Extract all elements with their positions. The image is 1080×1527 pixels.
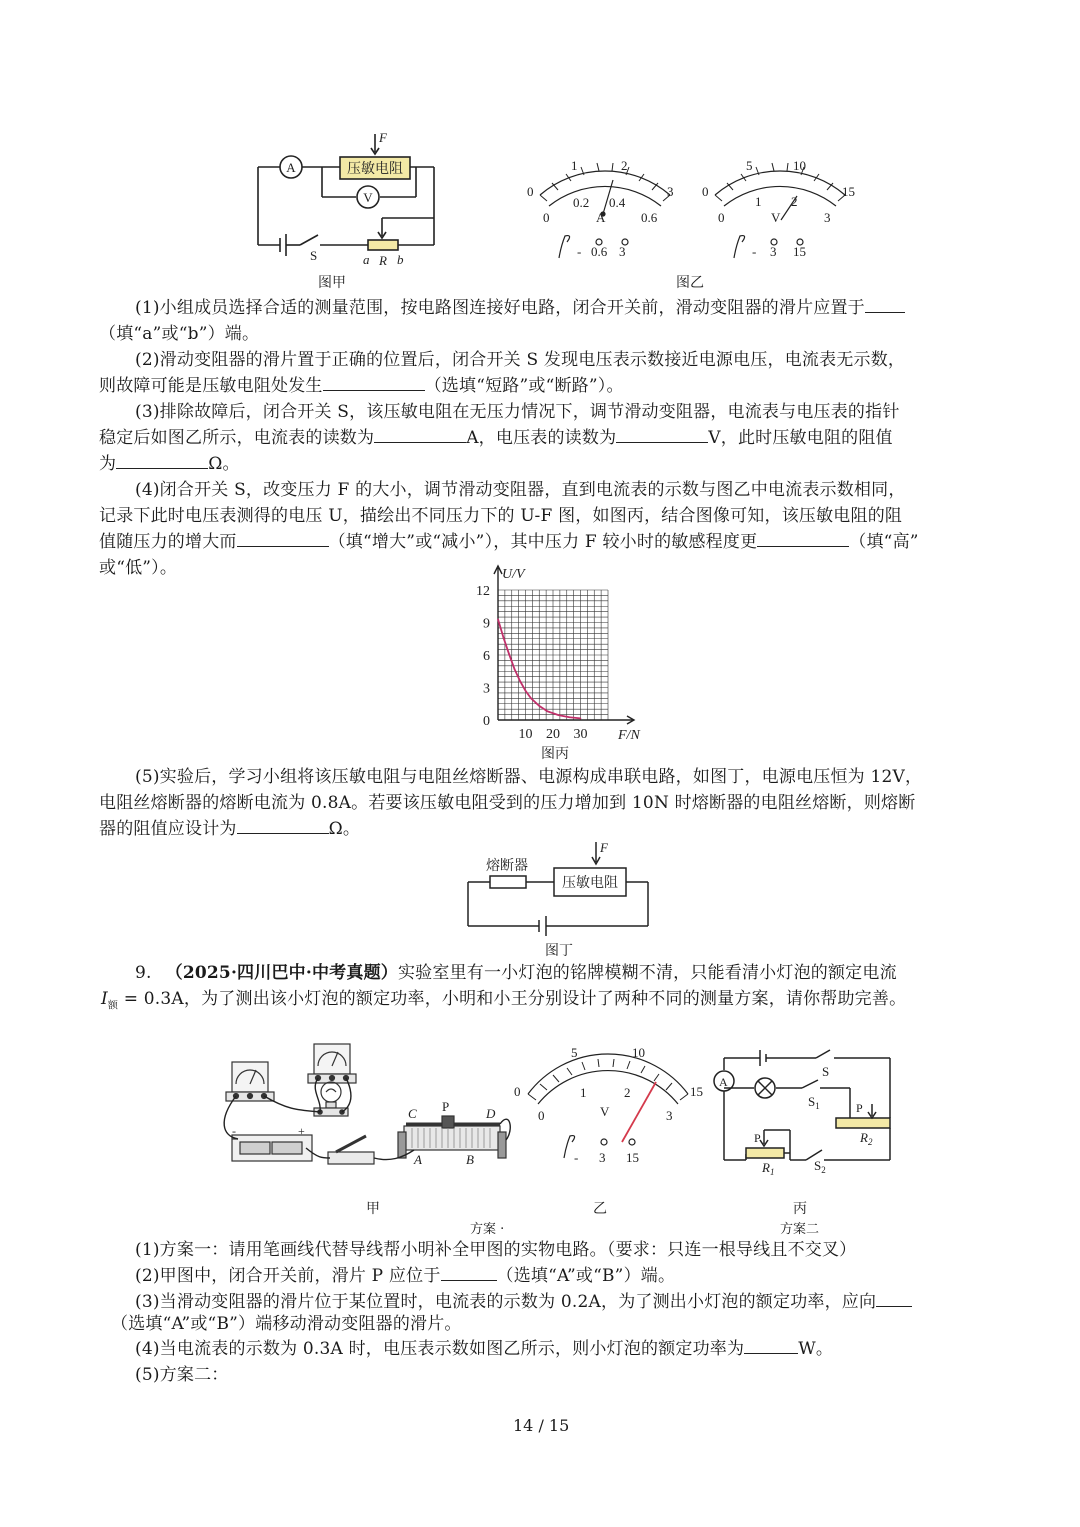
switch-device	[328, 1136, 374, 1164]
a-symbol: A	[596, 210, 606, 225]
x-tick-label: 20	[546, 727, 560, 742]
answer-blank[interactable]	[441, 1264, 497, 1281]
v2-bot-tick-0: 0	[538, 1108, 545, 1123]
data-point	[503, 637, 505, 639]
a-top-tick-1: 1	[571, 158, 578, 173]
q9-s1: (1)方案一：请用笔画线代替导线帮小明补全甲图的实物电路。（要求：只连一根导线且不交叉）	[135, 1240, 857, 1260]
data-point	[530, 698, 532, 700]
q8-p4-line3: 值随压力的增大而 （填“增大”或“减小”），其中压力 F 较小时的敏感程度更 （填“高”	[99, 532, 919, 552]
bing-S: S	[822, 1064, 830, 1079]
answer-blank[interactable]	[323, 374, 425, 391]
v-top-tick-3: 15	[842, 184, 855, 199]
y-tick-label: 9	[483, 616, 490, 632]
q9-line1: 9. （2025·四川巴中·中考真题）实验室里有一小灯泡的铭牌模糊不清，只能看清小灯泡的额定电流	[135, 963, 897, 983]
a-term-1: 0.6	[591, 244, 608, 259]
v-top-tick-2: 10	[793, 158, 806, 173]
rheo-D: D	[486, 1106, 496, 1121]
a-bot-tick-3: 0.6	[641, 210, 658, 225]
rheostat-a: a	[363, 252, 370, 267]
data-point	[525, 690, 527, 692]
rheo-A: A	[414, 1152, 422, 1167]
v-top-tick-1: 5	[746, 158, 753, 173]
q9-fig-bing-caption: 丙	[793, 1201, 807, 1217]
answer-blank[interactable]	[744, 1337, 798, 1354]
fig-yi-caption: 图乙	[676, 275, 704, 291]
q9-fig-yi-caption: 乙	[593, 1201, 607, 1217]
data-point	[558, 714, 560, 716]
force-label: F	[379, 130, 387, 145]
q8-p3-line2: 稳定后如图乙所示，电流表的读数为 A，电压表的读数为 V，此时压敏电阻的阻值	[99, 428, 893, 448]
v-term-2: 15	[793, 244, 806, 259]
battery-device	[232, 1135, 312, 1161]
q9-s4: (4)当电流表的示数为 0.3A 时，电压表示数如图乙所示，则小灯泡的额定功率为 W。	[135, 1339, 834, 1359]
q8-p5-line1: (5)实验后，学习小组将该压敏电阻与电阻丝熔断器、电源构成串联电路，如图丁，电源电压恒为 12V，	[135, 767, 923, 787]
q8-p3-line3: 为 Ω。	[99, 454, 240, 474]
q9-line2: $I_额 = 0.3A$，为了测出该小灯泡的额定功率，小明和小王分别设计了两种不同的测量方案，请你帮助完善。	[101, 989, 907, 1012]
bing-P1: P	[754, 1131, 761, 1145]
v2-bot-tick-2: 2	[624, 1085, 631, 1100]
v-bot-tick-1: 1	[755, 194, 762, 209]
answer-blank[interactable]	[374, 426, 466, 443]
v-bot-tick-0: 0	[718, 210, 725, 225]
q8-p4-line1: (4)闭合开关 S，改变压力 F 的大小，调节滑动变阻器，直到电流表的示数与图乙中电流表示数相同，	[135, 480, 906, 500]
fig-jia-circuit	[250, 128, 450, 290]
a-term-0: -	[577, 244, 582, 259]
sensor-label: 压敏电阻	[347, 161, 403, 177]
fig-bing-caption: 图丙	[541, 746, 569, 762]
answer-blank[interactable]	[237, 817, 329, 834]
chart-ylabel: U/V	[502, 567, 525, 582]
v2-top-tick-0: 0	[514, 1084, 521, 1099]
q9-source: （2025·四川巴中·中考真题）	[165, 963, 398, 983]
q9-fig-jia-apparatus	[218, 1040, 518, 1175]
data-point	[497, 618, 499, 620]
q8-p5-line2: 电阻丝熔断器的熔断电流为 0.8A。若要该压敏电阻受到的压力增加到 10N 时熔断器的电阻丝熔断，则熔断	[99, 793, 916, 813]
v2-bot-tick-3: 3	[666, 1108, 673, 1123]
scheme2-label: 方案二	[780, 1222, 820, 1237]
rheostat-R: R	[379, 253, 387, 268]
fig-ding-circuit	[460, 836, 660, 940]
fig-yi-meters	[515, 150, 875, 268]
scheme1-label: 方案 ·	[470, 1222, 505, 1237]
q9-s5: (5)方案二：	[135, 1365, 229, 1385]
q9-s3-line2: （选填“A”或“B”）端移动滑动变阻器的滑片。	[111, 1314, 462, 1334]
q8-p3-line1: (3)排除故障后，闭合开关 S，该压敏电阻在无压力情况下，调节滑动变阻器，电流表与电压表的指针	[135, 402, 900, 422]
answer-blank[interactable]	[116, 452, 208, 469]
page-number: 14 / 15	[513, 1416, 570, 1435]
sensor-label: 压敏电阻	[562, 875, 618, 891]
y-tick-label: 6	[483, 649, 490, 664]
a-bot-tick-2: 0.4	[609, 195, 626, 210]
v-bot-tick-3: 3	[824, 210, 831, 225]
bing-R2: $R_2$	[860, 1130, 873, 1147]
v-symbol: V	[771, 210, 781, 225]
switch-label: S	[310, 248, 318, 263]
v2-bot-tick-1: 1	[580, 1085, 587, 1100]
rheo-P: P	[442, 1099, 450, 1114]
data-point	[569, 716, 571, 718]
v-bot-tick-2: 2	[791, 194, 798, 209]
q8-p1-line1: (1)小组成员选择合适的测量范围，按电路图连接好电路，闭合开关前，滑动变阻器的滑片应置于	[135, 296, 905, 320]
chart-grid	[498, 590, 608, 720]
q8-p2-line1: (2)滑动变阻器的滑片置于正确的位置后，闭合开关 S 发现电压表示数接近电源电压，电流表无示数，	[135, 350, 906, 370]
q9-fig-yi-voltmeter	[508, 1042, 708, 1174]
answer-blank[interactable]	[757, 530, 849, 547]
q8-p4-line2: 记录下此时电压表测得的电压 U，描绘出不同压力下的 U-F 图，如图丙，结合图像可知，该压敏电阻的阻	[99, 506, 903, 526]
svg-text:-: -	[232, 1124, 236, 1138]
a-top-tick-3: 3	[667, 184, 674, 199]
q9-fig-bing-circuit	[706, 1044, 896, 1179]
q8-p4-line4: 或“低”）。	[99, 558, 178, 578]
fig-ding-caption: 图丁	[545, 943, 573, 959]
chart-xlabel: F/N	[618, 728, 640, 743]
v2-term-0: -	[574, 1150, 579, 1165]
data-point	[519, 680, 521, 682]
rheo-C: C	[408, 1106, 417, 1121]
force-label: F	[600, 840, 608, 855]
rheo-B: B	[466, 1152, 474, 1167]
fig-jia-caption: 图甲	[318, 275, 346, 291]
q8-p1-line2: （填“a”或“b”）端。	[99, 324, 260, 344]
a-top-tick-0: 0	[527, 184, 534, 199]
v2-term-2: 15	[626, 1150, 639, 1165]
voltmeter-device	[308, 1044, 356, 1083]
data-point	[580, 718, 582, 720]
bing-R1: $R_1$	[762, 1160, 775, 1177]
v2-top-tick-3: 15	[690, 1084, 703, 1099]
data-point	[538, 705, 540, 707]
v2-term-1: 3	[599, 1150, 606, 1165]
v-top-tick-0: 0	[702, 184, 709, 199]
q9-fig-jia-caption: 甲	[366, 1201, 380, 1217]
a-bot-tick-1: 0.2	[573, 195, 590, 210]
y-tick-label: 12	[476, 584, 490, 599]
v2-top-tick-2: 10	[632, 1045, 645, 1060]
svg-text:+: +	[298, 1124, 305, 1138]
x-tick-label: 30	[573, 727, 588, 742]
data-point	[547, 711, 549, 713]
answer-blank[interactable]	[616, 426, 708, 443]
fuse-label: 熔断器	[486, 858, 528, 874]
a-top-tick-2: 2	[621, 158, 628, 173]
data-point	[508, 653, 510, 655]
v2-top-tick-1: 5	[571, 1045, 578, 1060]
a-term-2: 3	[619, 244, 626, 259]
bing-S2: $S_2$	[814, 1158, 826, 1175]
y-tick-label: 0	[483, 714, 490, 729]
x-tick-label: 10	[518, 727, 533, 742]
rheostat-b: b	[397, 252, 404, 267]
a-bot-tick-0: 0	[543, 210, 550, 225]
ammeter-symbol: A	[286, 160, 296, 175]
bing-P2: P	[856, 1101, 863, 1115]
ammeter-device	[226, 1062, 274, 1101]
v-term-0: -	[752, 244, 757, 259]
answer-blank[interactable]	[865, 296, 905, 313]
fig-bing-chart	[448, 560, 648, 760]
answer-blank[interactable]	[237, 530, 329, 547]
q8-p5-line3: 器的阻值应设计为 Ω。	[99, 819, 361, 839]
q9-s2: (2)甲图中，闭合开关前，滑片 P 应位于 （选填“A”或“B”）端。	[135, 1266, 676, 1286]
bing-A: A	[719, 1075, 728, 1089]
voltmeter-symbol: V	[363, 190, 373, 205]
q9-s3-line1: (3)当滑动变阻器的滑片位于某位置时，电流表的示数为 0.2A，为了测出小灯泡的额定功率，应向	[135, 1290, 912, 1314]
data-point	[514, 668, 516, 670]
v2-symbol: V	[600, 1104, 610, 1119]
v-term-1: 3	[770, 244, 777, 259]
y-tick-label: 3	[483, 681, 490, 697]
q8-p2-line2: 则故障可能是压敏电阻处发生 （选填“短路”或“断路”）。	[99, 376, 624, 396]
answer-blank[interactable]	[876, 1290, 912, 1307]
bing-S1: $S_1$	[808, 1094, 820, 1111]
